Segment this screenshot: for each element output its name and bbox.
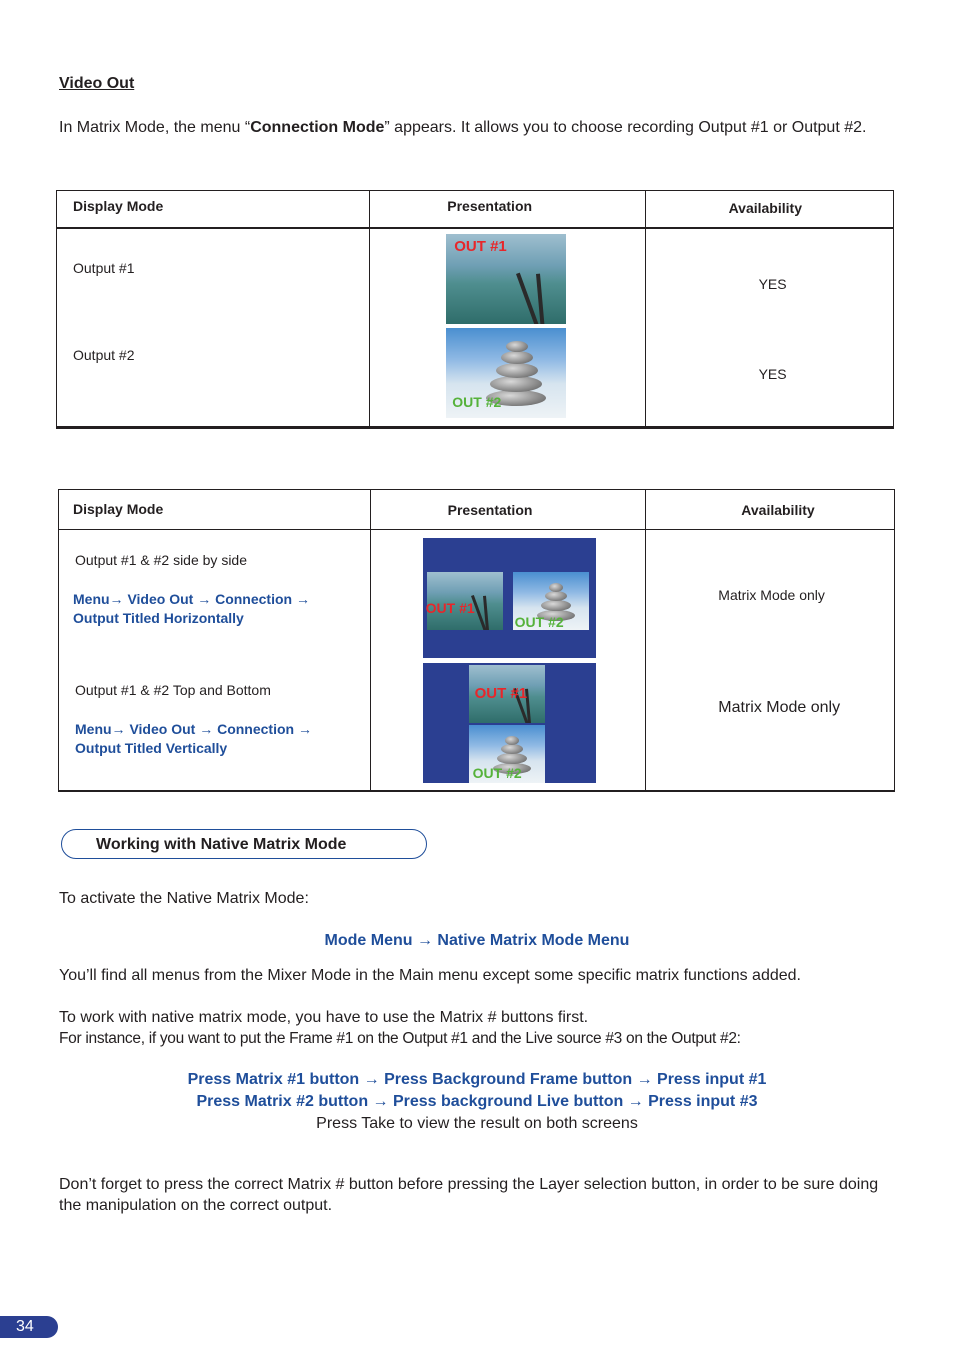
top-bottom-out-1-label: OUT #1 [474,685,528,702]
step-1: Press Matrix #1 button → Press Background Frame button → Press input #1 [187,1071,767,1088]
intro-paragraph: In Matrix Mode, the menu “Connection Mode” appears. It allows you to choose recording Output #1 or Output #2. [59,119,867,136]
row-output-1-mode: Output #1 [73,259,135,276]
out-2-label: OUT #2 [452,393,502,410]
section-title-native-matrix: Working with Native Matrix Mode [61,829,427,859]
header-availability: Availability [741,502,815,518]
row-output-2-availability: YES [758,365,787,382]
top-bottom-mode: Output #1 & #2 Top and Bottom [75,682,271,698]
header-display-mode: Display Mode [73,198,164,214]
step-2: Press Matrix #2 button → Press background Live button → Press input #3 [196,1093,758,1110]
side-by-side-out-2-label: OUT #2 [514,614,564,630]
top-bottom-availability: Matrix Mode only [718,699,841,716]
top-bottom-preview [423,663,596,783]
row-output-1-availability: YES [758,275,787,292]
side-by-side-availability: Matrix Mode only [718,587,825,603]
mixer-mode-text: You’ll find all menus from the Mixer Mode in the Main menu except some specific matrix functions added. [59,967,801,984]
mode-menu-path: Mode Menu → Native Matrix Mode Menu [324,932,630,949]
top-bottom-out-2-label: OUT #2 [472,765,522,781]
side-by-side-menu-path: Menu→ Video Out → Connection → Output Titled Horizontally [73,591,310,626]
out-1-label: OUT #1 [454,237,507,255]
dont-forget-text: Don’t forget to press the correct Matrix # button before pressing the Layer selection button, in order to be sure doing the manipulation on the correct output. [59,1176,879,1214]
side-by-side-mode: Output #1 & #2 side by side [75,552,247,568]
page-number: 34 [0,1316,58,1338]
matrix-output-table [58,489,895,792]
header-presentation: Presentation [447,502,533,518]
output-table [56,190,894,429]
work-text: To work with native matrix mode, you have to use the Matrix # buttons first. [59,1009,589,1026]
section-heading-video-out: Video Out [59,75,135,92]
activate-text: To activate the Native Matrix Mode: [59,890,309,907]
take-text: Press Take to view the result on both screens [316,1115,638,1132]
connection-mode-term: Connection Mode [250,119,385,136]
row-output-2-mode: Output #2 [73,346,135,363]
output-1-preview-image [446,234,566,324]
side-by-side-out-1-label: OUT #1 [425,600,475,616]
instance-text: For instance, if you want to put the Frame #1 on the Output #1 and the Live source #3 on the Output #2: [59,1030,741,1047]
top-bottom-menu-path: Menu→ Video Out → Connection → Output Titled Vertically [75,721,312,756]
output-2-preview-image [446,328,566,418]
header-availability: Availability [728,200,802,216]
header-presentation: Presentation [447,198,533,214]
side-by-side-preview [423,538,596,658]
header-display-mode: Display Mode [73,501,164,517]
